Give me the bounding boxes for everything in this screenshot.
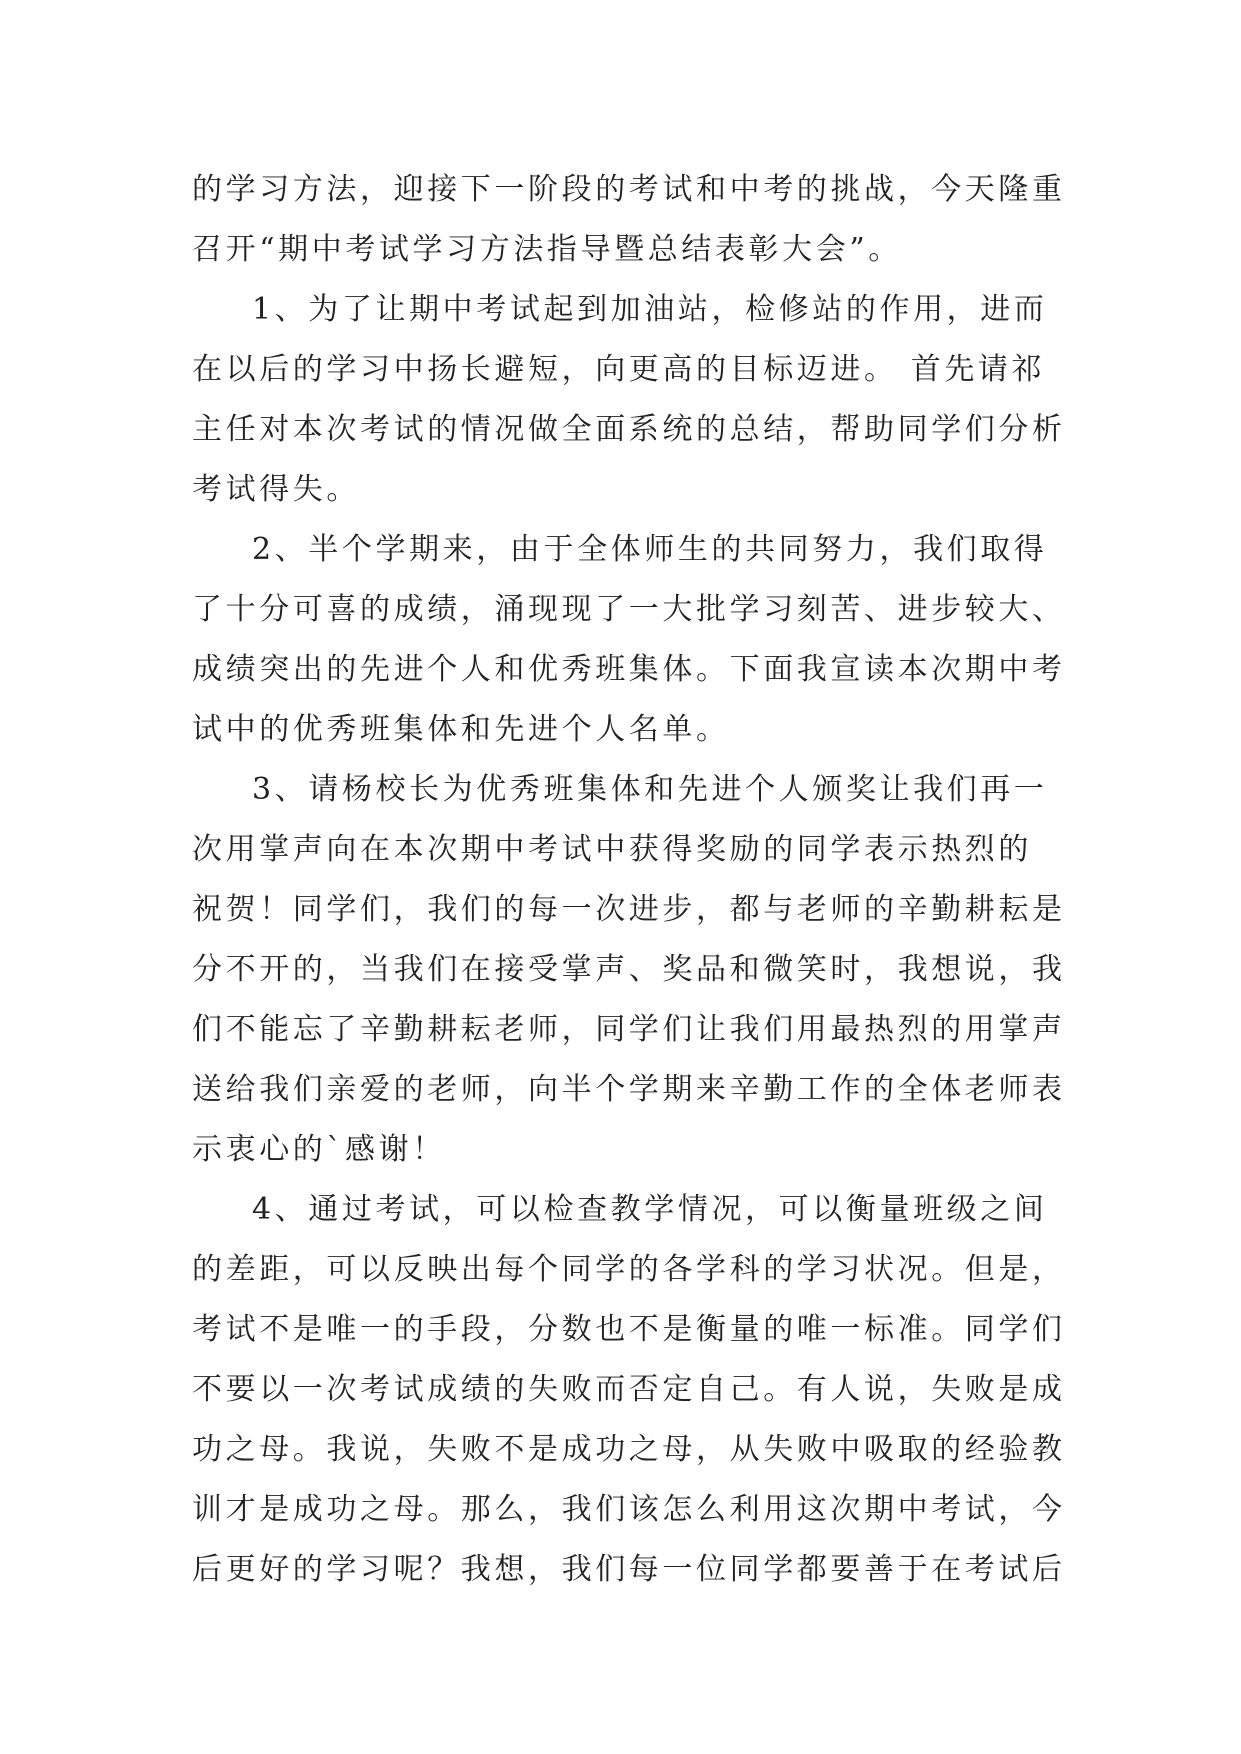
paragraph-1-start: 1、为了让期中考试起到加油站，检修站的作用，进而: [252, 292, 1048, 327]
text-line: 示衷心的`感谢！: [192, 1132, 446, 1167]
text-line: 次用掌声向在本次期中考试中获得奖励的同学表示热烈的: [192, 832, 1032, 867]
text-line: 考试不是唯一的手段，分数也不是衡量的唯一标准。同学们: [192, 1312, 1066, 1347]
text-line: 不要以一次考试成绩的失败而否定自己。有人说，失败是成: [192, 1372, 1066, 1407]
text-line: 功之母。我说，失败不是成功之母，从失败中吸取的经验教: [192, 1432, 1066, 1467]
text-line: 送给我们亲爱的老师，向半个学期来辛勤工作的全体老师表: [192, 1072, 1066, 1107]
text-line: 召开“期中考试学习方法指导暨总结表彰大会”。: [192, 232, 902, 267]
text-line: 的差距，可以反映出每个同学的各学科的学习状况。但是，: [192, 1252, 1066, 1287]
text-line: 成绩突出的先进个人和优秀班集体。下面我宣读本次期中考: [192, 652, 1066, 687]
text-line: 们不能忘了辛勤耕耘老师，同学们让我们用最热烈的用掌声: [192, 1012, 1066, 1047]
text-line: 在以后的学习中扬长避短，向更高的目标迈进。 首先请祁: [192, 352, 1046, 387]
body-text: [192, 160, 1066, 1600]
text-line: 了十分可喜的成绩，涌现现了一大批学习刻苦、进步较大、: [192, 592, 1066, 627]
paragraph-3-start: 3、请杨校长为优秀班集体和先进个人颁奖让我们再一: [252, 772, 1048, 807]
text-line: 主任对本次考试的情况做全面系统的总结，帮助同学们分析: [192, 412, 1066, 447]
paragraph-4-start: 4、通过考试，可以检查教学情况，可以衡量班级之间: [252, 1192, 1048, 1227]
text-line: 的学习方法，迎接下一阶段的考试和中考的挑战，今天隆重: [192, 172, 1066, 207]
text-line: 祝贺！同学们，我们的每一次进步，都与老师的辛勤耕耘是: [192, 892, 1066, 927]
text-line: 后更好的学习呢？我想，我们每一位同学都要善于在考试后: [192, 1552, 1066, 1587]
text-line: 分不开的，当我们在接受掌声、奖品和微笑时，我想说，我: [192, 952, 1066, 987]
text-line: 试中的优秀班集体和先进个人名单。: [192, 712, 730, 747]
paragraph-2-start: 2、半个学期来，由于全体师生的共同努力，我们取得: [252, 532, 1048, 567]
text-line: 训才是成功之母。那么，我们该怎么利用这次期中考试，今: [192, 1492, 1066, 1527]
text-line: 考试得失。: [192, 472, 360, 507]
